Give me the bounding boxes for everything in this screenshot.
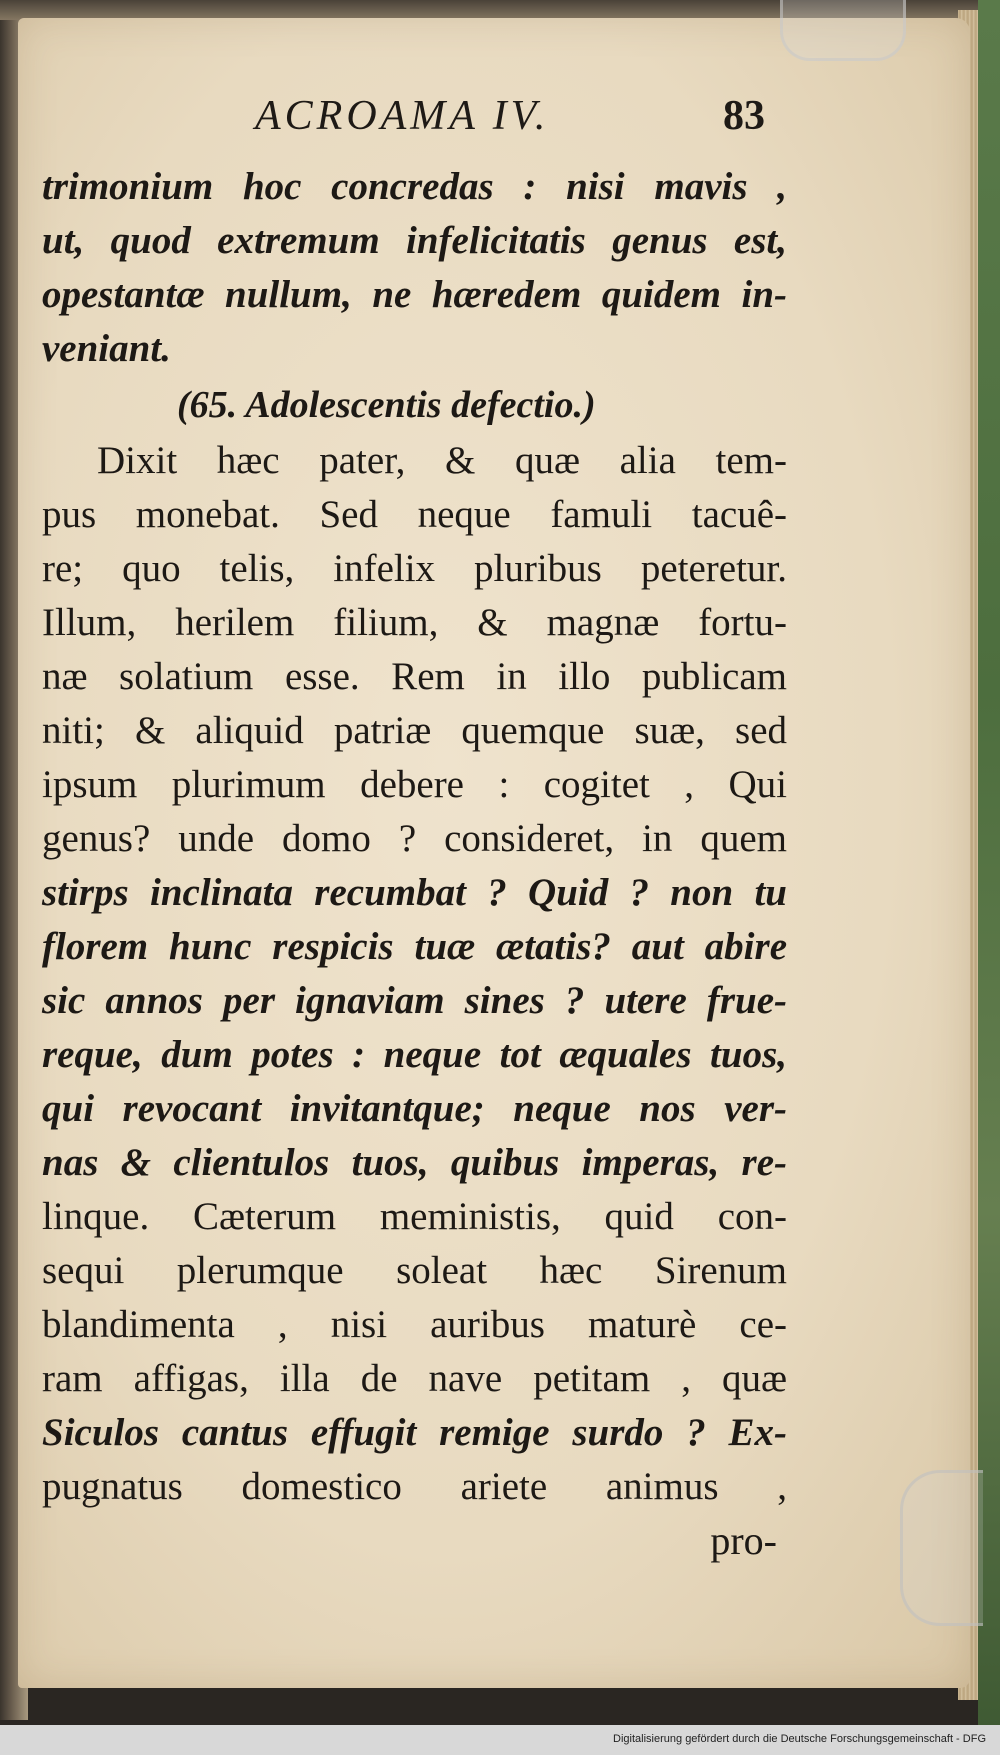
page-holder-clip-right — [900, 1470, 983, 1626]
text-line: sequi plerumque soleat hæc Sirenum — [42, 1249, 787, 1292]
footer-credit: Digitalisierung gefördert durch die Deutsche Forschungsgemeinschaft - DFG — [613, 1733, 986, 1745]
text-line: trimonium hoc concredas : nisi mavis , — [42, 165, 787, 208]
catchword: pro- — [710, 1518, 777, 1563]
text-line-dropcap: Dixit hæc pater, & quæ alia tem- — [97, 439, 787, 482]
text-line: ram affigas, illa de nave petitam , quæ — [42, 1357, 787, 1400]
text-line: reque, dum potes : neque tot æquales tuos, — [42, 1033, 787, 1076]
text-line: nas & clientulos tuos, quibus imperas, re- — [42, 1141, 787, 1184]
page-header — [255, 92, 765, 152]
text-line: Illum, herilem filium, & magnæ fortu- — [42, 601, 787, 644]
text-line: stirps inclinata recumbat ? Quid ? non tu — [42, 871, 787, 914]
text-line: veniant. — [42, 327, 171, 370]
text-line: niti; & aliquid patriæ quemque suæ, sed — [42, 709, 787, 752]
text-line: ut, quod extremum infelicitatis genus est, — [42, 219, 787, 262]
text-line: genus? unde domo ? consideret, in quem — [42, 817, 787, 860]
text-line: linque. Cæterum meministis, quid con- — [42, 1195, 787, 1238]
text-line: florem hunc respicis tuæ ætatis? aut abire — [42, 925, 787, 968]
running-head: ACROAMA IV. — [255, 93, 550, 139]
text-line: blandimenta , nisi auribus maturè ce- — [42, 1303, 787, 1346]
text-line: ipsum plurimum debere : cogitet , Qui — [42, 763, 787, 806]
text-block — [42, 160, 787, 1568]
text-line: re; quo telis, infelix pluribus peteretur. — [42, 547, 787, 590]
text-line: pugnatus domestico ariete animus , — [42, 1465, 787, 1508]
text-line: Siculos cantus effugit remige surdo ? Ex- — [42, 1411, 787, 1454]
text-line: sic annos per ignaviam sines ? utere frue- — [42, 979, 787, 1022]
text-line: opestantæ nullum, ne hæredem quidem in- — [42, 273, 787, 316]
page-holder-clip-top — [780, 0, 906, 61]
page-number: 83 — [723, 93, 765, 139]
text-line: næ solatium esse. Rem in illo publicam — [42, 655, 787, 698]
text-line: qui revocant invitantque; neque nos ver- — [42, 1087, 787, 1130]
section-heading: (65. Adolescentis defectio.) — [177, 384, 596, 426]
text-line: pus monebat. Sed neque famuli tacuê- — [42, 493, 787, 536]
